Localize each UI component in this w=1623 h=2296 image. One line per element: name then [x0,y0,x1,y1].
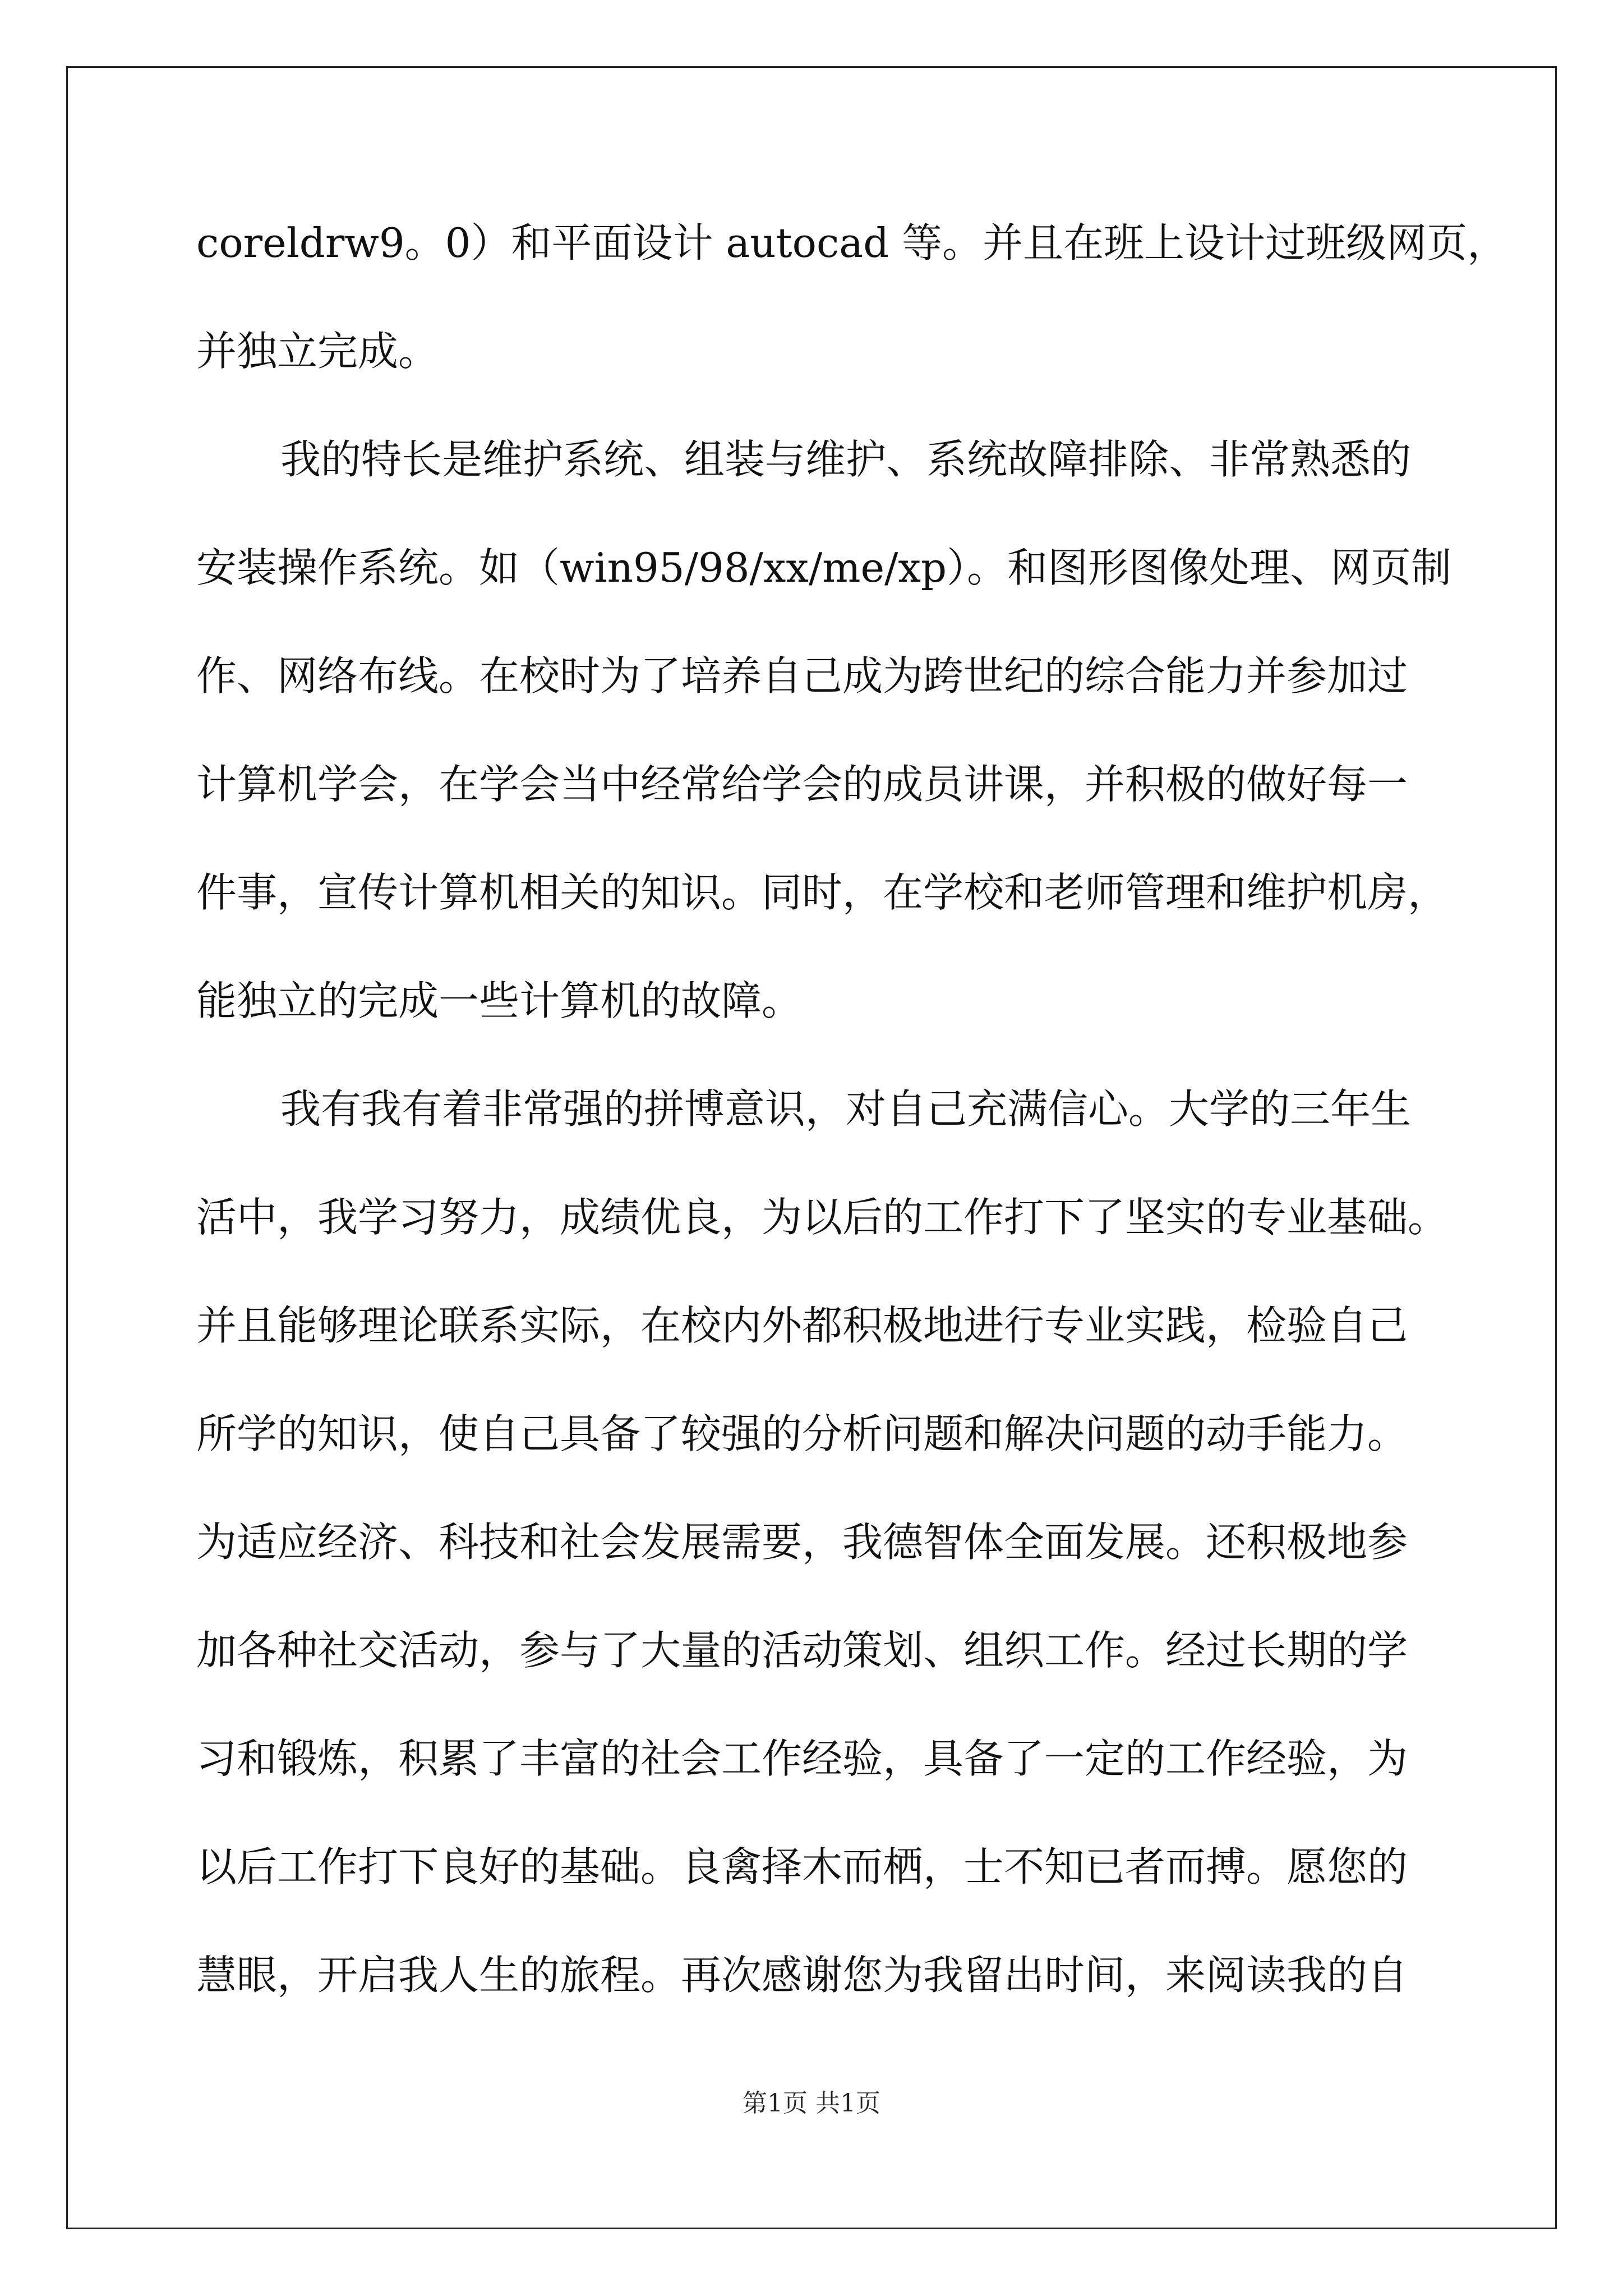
text-line-10: 活中，我学习努力，成绩优良，为以后的工作打下了坚实的专业基础。 [196,1194,1449,1241]
text-line-6: 计算机学会，在学会当中经常给学会的成员讲课，并积极的做好每一 [196,761,1408,808]
text-line-13: 为适应经济、科技和社会发展需要，我德智体全面发展。还积极地参 [196,1519,1408,1566]
text-line-16: 以后工作打下良好的基础。良禽择木而栖，士不知已者而搏。愿您的 [196,1843,1408,1890]
text-line-7: 件事，宣传计算机相关的知识。同时，在学校和老师管理和维护机房， [196,869,1449,916]
text-line-4: 安装操作系统。如（win95/98/xx/me/xp）。和图形图像处理、网页制 [196,544,1452,591]
text-line-11: 并且能够理论联系实际，在校内外都积极地进行专业实践，检验自己 [196,1302,1408,1349]
text-line-8: 能独立的完成一些计算机的故障。 [196,977,803,1024]
text-line-1: coreldrw9。0）和平面设计 autocad 等。并且在班上设计过班级网页， [196,219,1508,266]
document-body [196,216,1508,2056]
text-line-2: 并独立完成。 [196,328,439,375]
text-line-9: 我有我有着非常强的拼博意识，对自己充满信心。大学的三年生 [280,1085,1412,1133]
page-number-footer: 第1页 共1页 [743,2089,880,2118]
text-line-3: 我的特长是维护系统、组装与维护、系统故障排除、非常熟悉的 [280,436,1412,483]
text-line-17: 慧眼，开启我人生的旅程。再次感谢您为我留出时间，来阅读我的自 [196,1952,1408,1999]
text-line-12: 所学的知识，使自己具备了较强的分析问题和解决问题的动手能力。 [196,1410,1408,1457]
text-line-5: 作、网络布线。在校时为了培养自己成为跨世纪的综合能力并参加过 [196,652,1408,700]
text-line-15: 习和锻炼，积累了丰富的社会工作经验，具备了一定的工作经验，为 [196,1735,1408,1782]
text-line-14: 加各种社交活动，参与了大量的活动策划、组织工作。经过长期的学 [196,1627,1408,1674]
